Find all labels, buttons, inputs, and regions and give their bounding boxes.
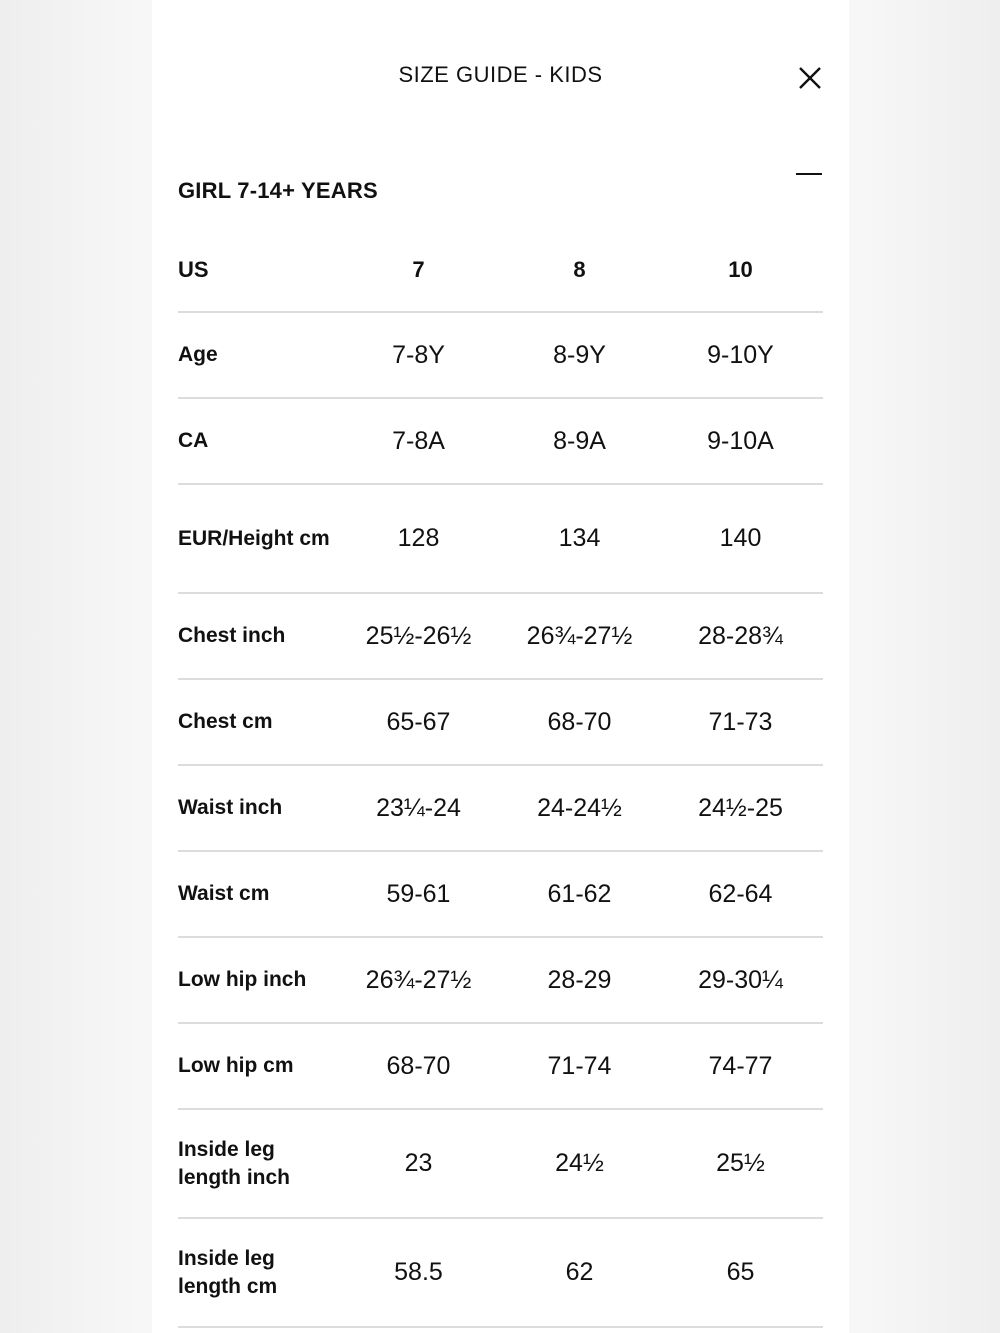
row-cell: 24½: [555, 1149, 604, 1177]
row-label: Inside leg length cm: [178, 1246, 278, 1298]
table-row: [178, 1110, 823, 1219]
row-cell: 71-74: [547, 1051, 612, 1080]
collapse-section-button[interactable]: [796, 164, 824, 186]
row-label: Waist inch: [178, 796, 283, 819]
row-cell: 8-9A: [553, 426, 606, 455]
header-cell: 10: [728, 256, 753, 282]
close-button[interactable]: [796, 64, 824, 92]
row-cell: 74-77: [708, 1051, 773, 1080]
table-row: [178, 594, 823, 680]
row-cell: 24½-25: [698, 793, 783, 822]
size-guide-sheet: [152, 0, 849, 1333]
row-label: CA: [178, 429, 209, 452]
row-cell: 65: [726, 1258, 755, 1286]
row-cell: 128: [397, 524, 440, 552]
row-cell: 65-67: [386, 707, 451, 736]
row-label: Age: [178, 343, 218, 366]
row-label: Inside leg length inch: [178, 1137, 290, 1189]
row-cell: 7-8Y: [392, 340, 445, 369]
close-icon: [796, 64, 824, 92]
row-cell: 28-29: [547, 965, 612, 994]
row-cell: 62-64: [708, 879, 773, 908]
row-cell: 25½: [716, 1149, 765, 1177]
row-cell: 28-28¾: [698, 621, 783, 650]
row-cell: 134: [558, 524, 601, 552]
row-cell: 8-9Y: [553, 340, 606, 369]
row-cell: 24-24½: [537, 793, 622, 822]
row-label: Chest inch: [178, 624, 286, 647]
row-label: Chest cm: [178, 710, 273, 733]
section-title: GIRL 7-14+ YEARS: [178, 178, 378, 203]
row-label: Waist cm: [178, 882, 270, 905]
row-cell: 23¼-24: [376, 793, 461, 822]
header-cell: 7: [412, 256, 425, 282]
row-cell: 71-73: [708, 707, 773, 736]
row-cell: 7-8A: [392, 426, 445, 455]
table-row: [178, 852, 823, 938]
row-cell: 29-30¼: [698, 965, 783, 994]
row-cell: 62: [565, 1258, 594, 1286]
header-cell: 8: [573, 256, 586, 282]
table-row: [178, 399, 823, 485]
table-row: [178, 1024, 823, 1110]
row-cell: 58.5: [394, 1258, 443, 1286]
table-row: [178, 313, 823, 399]
size-table: [178, 228, 823, 1328]
table-row: [178, 766, 823, 852]
table-header-row: [178, 228, 823, 313]
row-cell: 9-10A: [707, 426, 774, 455]
table-row: [178, 485, 823, 594]
row-cell: 68-70: [547, 707, 612, 736]
row-label: Low hip cm: [178, 1054, 294, 1077]
row-cell: 140: [719, 524, 762, 552]
row-cell: 9-10Y: [707, 340, 774, 369]
row-label: Low hip inch: [178, 968, 307, 991]
row-label: EUR/Height cm: [178, 526, 330, 550]
row-cell: 59-61: [386, 879, 451, 908]
row-cell: 61-62: [547, 879, 612, 908]
table-row: [178, 938, 823, 1024]
row-cell: 23: [404, 1149, 433, 1177]
minus-icon: [796, 173, 822, 175]
row-cell: 68-70: [386, 1051, 451, 1080]
table-row: [178, 1219, 823, 1328]
row-cell: 25½-26½: [365, 621, 472, 650]
header-label: US: [178, 256, 209, 282]
sheet-title: SIZE GUIDE - KIDS: [398, 62, 603, 87]
row-cell: 26¾-27½: [365, 965, 472, 994]
row-cell: 26¾-27½: [526, 621, 633, 650]
table-row: [178, 680, 823, 766]
